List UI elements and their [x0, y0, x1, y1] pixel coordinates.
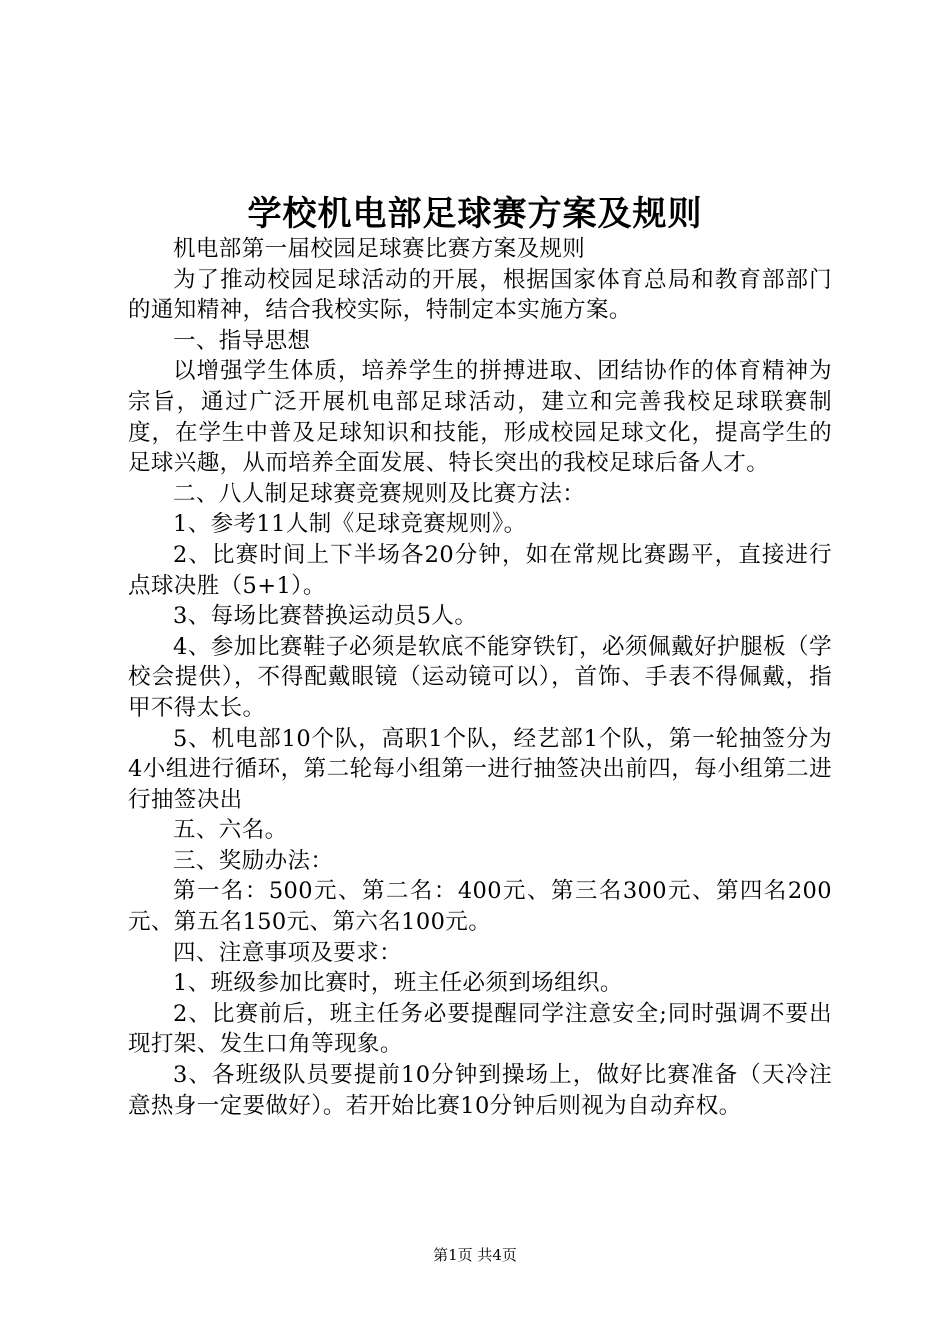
section-heading-rules: 二、八人制足球赛竞赛规则及比赛方法：: [173, 480, 586, 507]
section-heading-notes: 四、注意事项及要求：: [173, 939, 403, 966]
document-title: 学校机电部足球赛方案及规则: [247, 194, 703, 234]
note-item-1: 1、班级参加比赛时，班主任必须到场组织。: [173, 970, 623, 997]
rule-item-1: 1、参考11人制《足球竞赛规则》。: [173, 511, 527, 538]
document-body: [128, 234, 832, 1121]
note-item-3: 3、各班级队员要提前10分钟到操场上，做好比赛准备（天冷注意热身一定要做好）。若开始比赛10分钟后则视为自动弃权。: [128, 1062, 832, 1119]
section-heading-awards: 三、奖励办法：: [173, 847, 334, 874]
paragraph-awards: 第一名：500元、第二名：400元、第三名300元、第四名200元、第五名150元、第六名100元。: [128, 878, 832, 936]
rule-item-5: 5、机电部10个队，高职1个队，经艺部1个队，第一轮抽签分为4小组进行循环，第二轮每小组第一进行抽签决出前四，每小组第二进行抽签决出: [128, 725, 832, 813]
rule-item-4: 4、参加比赛鞋子必须是软底不能穿铁钉，必须佩戴好护腿板（学校会提供），不得配戴眼镜（运动镜可以），首饰、手表不得佩戴，指甲不得太长。: [128, 633, 832, 721]
page-footer: 第1页 共4页: [433, 1246, 517, 1264]
note-item-2: 2、比赛前后，班主任务必要提醒同学注意安全;同时强调不要出现打架、发生口角等现象。: [128, 1000, 832, 1058]
rule-item-2: 2、比赛时间上下半场各20分钟，如在常规比赛踢平，直接进行点球决胜（5+1）。: [128, 541, 832, 599]
rule-item-3: 3、每场比赛替换运动员5人。: [173, 603, 478, 630]
paragraph-guiding-idea: 以增强学生体质，培养学生的拼搏进取、团结协作的体育精神为宗旨，通过广泛开展机电部足球活动，建立和完善我校足球联赛制度，在学生中普及足球知识和技能，形成校园足球文化，提高学生的足球兴趣，从而培养全面发展、特长突出的我校足球后备人才。: [128, 358, 832, 477]
section-heading-guiding-idea: 一、指导思想: [173, 327, 311, 354]
paragraph-subtitle: 机电部第一届校园足球赛比赛方案及规则: [173, 236, 586, 262]
paragraph-intro: 为了推动校园足球活动的开展，根据国家体育总局和教育部部门的通知精神，结合我校实际，特制定本实施方案。: [128, 266, 832, 324]
rule-item-5-continued: 五、六名。: [173, 817, 288, 844]
